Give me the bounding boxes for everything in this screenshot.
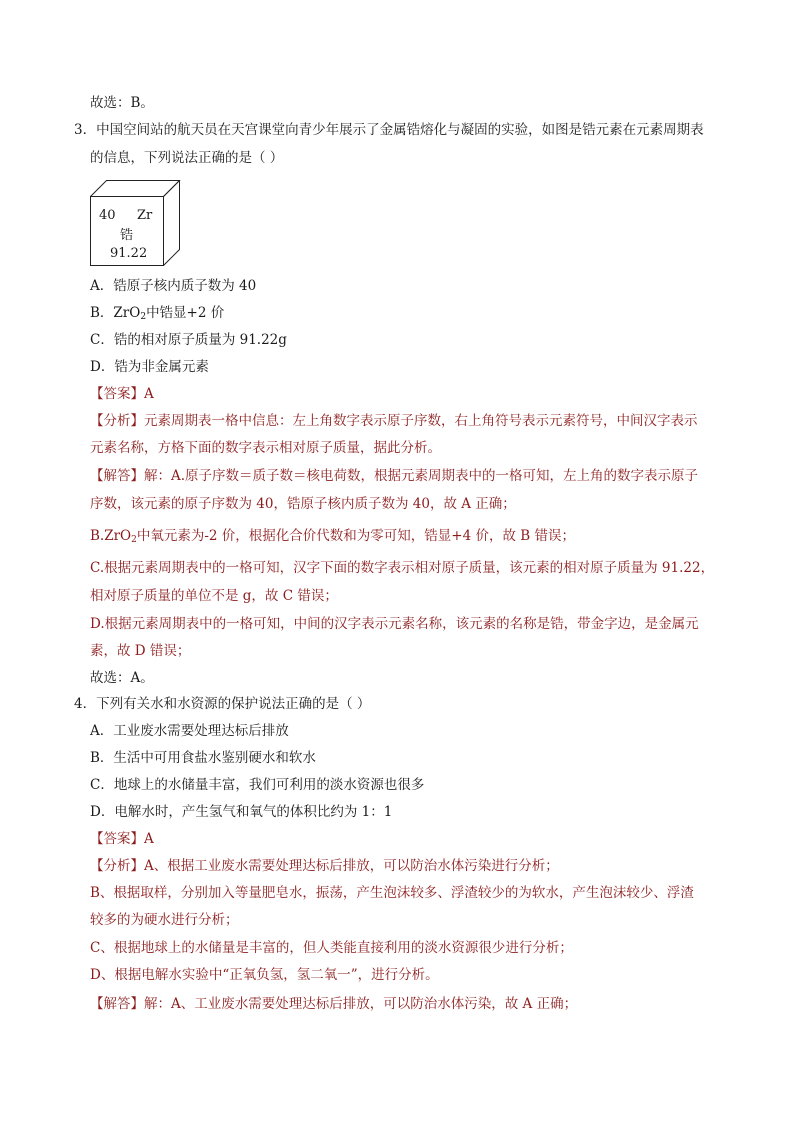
q3-solution-line1: 【解答】解：A.原子序数＝质子数＝核电荷数，根据元素周期表中的一格可知，左上角的数字表示原子 [90, 468, 699, 484]
q2-conclusion: 故选：B。 [90, 95, 154, 111]
q3-option-c: C．锆的相对原子质量为 91.22g [90, 332, 287, 348]
q3-solution-d-line1: D.根据元素周期表中的一格可知，中间的汉字表示元素名称，该元素的名称是锆，带金字边，是金属元 [90, 616, 699, 632]
atomic-mass: 91.22 [110, 246, 148, 261]
q4-option-b: B．生活中可用食盐水鉴别硬水和软水 [90, 750, 316, 766]
element-name: 锆 [120, 228, 134, 243]
periodic-table-cell [90, 180, 182, 266]
q4-analysis-line3: 较多的为硬水进行分析； [90, 912, 239, 928]
q3-solution-c-line1: C.根据元素周期表中的一格可知，汉字下面的数字表示相对原子质量，该元素的相对原子质量为 91.22， [90, 560, 715, 576]
q4-analysis-line2: B、根据取样，分别加入等量肥皂水，振荡，产生泡沫较多、浮渣较少的为软水，产生泡沫较少、浮渣 [90, 885, 694, 901]
q4-stem: 4．下列有关水和水资源的保护说法正确的是（ ） [74, 696, 371, 712]
q3-solution-line2: 序数，该元素的原子序数为 40，锆原子核内质子数为 40，故 A 正确； [90, 496, 516, 512]
q3-option-d: D．锆为非金属元素 [90, 359, 209, 375]
atomic-number: 40 [99, 208, 116, 223]
q4-analysis-line1: 【分析】A、根据工业废水需要处理达标后排放，可以防治水体污染进行分析； [90, 858, 559, 874]
q4-analysis-line4: C、根据地球上的水储量是丰富的，但人类能直接利用的淡水资源很少进行分析； [90, 940, 573, 956]
q4-analysis-line5: D、根据电解水实验中“正氧负氢，氢二氧一”，进行分析。 [90, 967, 439, 983]
q3-option-b: B．ZrO$_2$中锆显+2 价 [90, 305, 225, 322]
q4-option-a: A．工业废水需要处理达标后排放 [90, 723, 289, 739]
q3-answer: 【答案】A [90, 386, 154, 402]
q3-conclusion: 故选：A。 [90, 670, 154, 686]
q3-option-a: A．锆原子核内质子数为 40 [90, 278, 257, 294]
q3-solution-c-line2: 相对原子质量的单位不是 g，故 C 错误； [90, 588, 338, 604]
q3-analysis-line2: 元素名称，方格下面的数字表示相对原子质量，据此分析。 [90, 440, 441, 456]
element-symbol: Zr [137, 208, 153, 223]
q3-solution-b: B.ZrO$_2$中氧元素为-2 价，根据化合价代数和为零可知，锆显+4 价，故 B 错误； [90, 528, 575, 545]
q3-solution-d-line2: 素，故 D 错误； [90, 643, 191, 659]
q4-option-d: D．电解水时，产生氢气和氧气的体积比约为 1：1 [90, 804, 393, 820]
q3-stem-line2: 的信息，下列说法正确的是（ ） [90, 150, 284, 166]
q4-option-c: C．地球上的水储量丰富，我们可利用的淡水资源也很多 [90, 777, 425, 793]
q4-solution-line1: 【解答】解：A、工业废水需要处理达标后排放，可以防治水体污染，故 A 正确； [90, 996, 578, 1012]
q3-analysis-line1: 【分析】元素周期表一格中信息：左上角数字表示原子序数，右上角符号表示元素符号，中间汉字表示 [90, 413, 698, 429]
q3-stem-line1: 3．中国空间站的航天员在天宫课堂向青少年展示了金属锆熔化与凝固的实验，如图是锆元素在元素周期表 [74, 122, 704, 138]
q4-answer: 【答案】A [90, 831, 154, 847]
